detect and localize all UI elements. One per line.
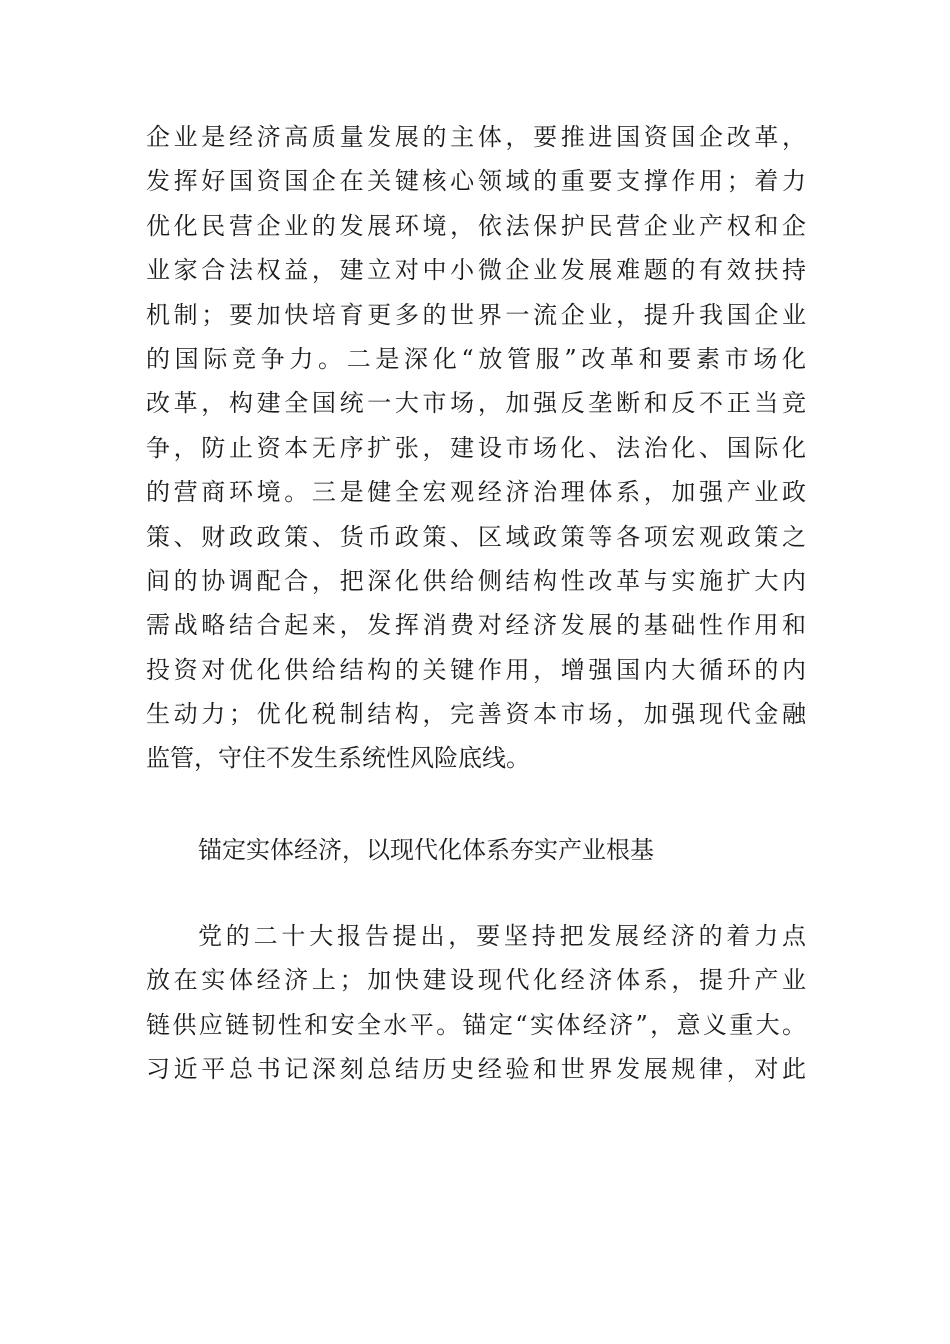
text-line: 监管，守住不发生系统性风险底线。 [146,744,530,773]
text-line: 需战略结合起来，发挥消费对经济发展的基础性作用和 [146,611,806,640]
text-line: 的营商环境。三是健全宏观经济治理体系，加强产业政 [146,478,806,507]
body-paragraph-2 [146,914,806,1092]
body-paragraph-1 [146,115,806,781]
text-line: 业家合法权益，建立对中小微企业发展难题的有效扶持 [146,256,806,285]
text-line: 策、财政政策、货币政策、区域政策等各项宏观政策之 [146,522,806,551]
text-line: 投资对优化供给结构的关键作用，增强国内大循环的内 [146,655,806,684]
text-line: 优化民营企业的发展环境，依法保护民营企业产权和企 [146,211,806,240]
text-line: 放在实体经济上；加快建设现代化经济体系，提升产业 [146,966,806,995]
section-heading: 锚定实体经济，以现代化体系夯实产业根基 [198,836,654,864]
text-line: 企业是经济高质量发展的主体，要推进国资国企改革， [146,123,806,151]
text-line: 机制；要加快培育更多的世界一流企业，提升我国企业 [146,300,806,329]
text-line: 生动力；优化税制结构，完善资本市场，加强现代金融 [146,700,806,729]
text-line-indented: 党的二十大报告提出，要坚持把发展经济的着力点 [198,922,806,950]
text-line: 争，防止资本无序扩张，建设市场化、法治化、国际化 [146,433,806,462]
text-line: 间的协调配合，把深化供给侧结构性改革与实施扩大内 [146,566,806,595]
text-line: 发挥好国资国企在关键核心领域的重要支撑作用；着力 [146,167,806,196]
text-line: 改革，构建全国统一大市场，加强反垄断和反不正当竞 [146,389,806,418]
text-line: 习近平总书记深刻总结历史经验和世界发展规律，对此 [146,1055,806,1084]
text-line: 链供应链韧性和安全水平。锚定“实体经济”，意义重大。 [146,1010,806,1039]
text-line: 的国际竞争力。二是深化“放管服”改革和要素市场化 [146,344,806,373]
